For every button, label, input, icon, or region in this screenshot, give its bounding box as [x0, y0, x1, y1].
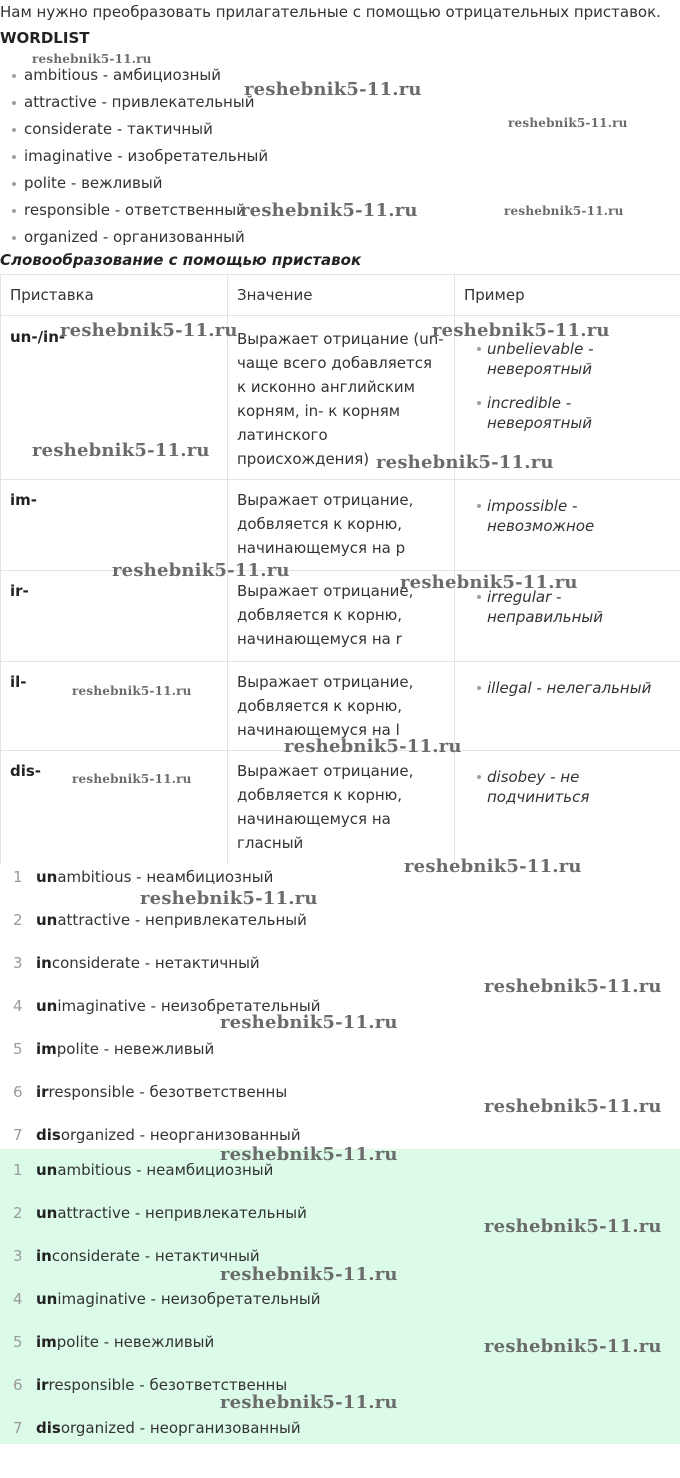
watermark: reshebnik5-11.ru — [484, 976, 662, 997]
watermark: reshebnik5-11.ru — [484, 1336, 662, 1357]
example-item: irregular - неправильный — [464, 587, 671, 627]
list-item: 5 impolite - невежливый — [13, 1333, 215, 1351]
watermark: reshebnik5-11.ru — [140, 888, 318, 909]
bullet-icon — [477, 401, 481, 405]
example-item: unbelievable - невероятный — [464, 339, 671, 379]
meaning-cell: Выражает отрицание, добвляется к корню, начинающемуся на гласный — [228, 751, 455, 864]
example-item: incredible - невероятный — [464, 393, 671, 433]
example-cell — [455, 662, 680, 751]
watermark: reshebnik5-11.ru — [240, 200, 418, 221]
bullet-icon — [12, 236, 16, 240]
list-item: 1 unambitious - неамбициозный — [13, 1161, 274, 1179]
list-item: 5 impolite - невежливый — [13, 1040, 215, 1058]
list-item: 2 unattractive - непривлекательный — [13, 1204, 307, 1222]
prefix-cell: im- — [1, 480, 228, 571]
watermark: reshebnik5-11.ru — [220, 1144, 398, 1165]
table-row — [1, 751, 680, 864]
bullet-icon — [12, 101, 16, 105]
list-item: 1 unambitious - неамбициозный — [13, 868, 274, 886]
table-header-cell: Значение — [228, 275, 455, 316]
table-row — [1, 571, 680, 662]
list-item: 4 unimaginative - неизобретательный — [13, 1290, 321, 1308]
watermark: reshebnik5-11.ru — [244, 79, 422, 100]
prefix-cell: dis- — [1, 751, 228, 864]
watermark: reshebnik5-11.ru — [508, 116, 628, 130]
bullet-icon — [12, 128, 16, 132]
wordlist-item: responsible - ответственный — [8, 197, 268, 224]
watermark: reshebnik5-11.ru — [112, 560, 290, 581]
bullet-icon — [477, 504, 481, 508]
list-item: 3 inconsiderate - нетактичный — [13, 1247, 260, 1265]
table-header-cell: Пример — [455, 275, 680, 316]
example-cell — [455, 480, 680, 571]
watermark: reshebnik5-11.ru — [484, 1216, 662, 1237]
watermark: reshebnik5-11.ru — [72, 684, 192, 698]
watermark: reshebnik5-11.ru — [32, 52, 152, 66]
watermark: reshebnik5-11.ru — [376, 452, 554, 473]
wordlist-title: WORDLIST — [0, 29, 90, 47]
watermark: reshebnik5-11.ru — [432, 320, 610, 341]
table-header-cell: Приставка — [1, 275, 228, 316]
example-cell — [455, 751, 680, 864]
meaning-cell: Выражает отрицание, добвляется к корню, начинающемуся на p — [228, 480, 455, 571]
list-item: 4 unimaginative - неизобретательный — [13, 997, 321, 1015]
watermark: reshebnik5-11.ru — [484, 1096, 662, 1117]
prefix-cell: un-/in- — [1, 316, 228, 480]
list-item: 7 disorganized - неорганизованный — [13, 1419, 301, 1437]
meaning-cell: Выражает отрицание, добвляется к корню, начинающемуся на l — [228, 662, 455, 751]
watermark: reshebnik5-11.ru — [504, 204, 624, 218]
intro-text: Нам нужно преобразовать прилагательные с помощью отрицательных приставок. — [0, 3, 661, 21]
bullet-icon — [477, 347, 481, 351]
list-item: 6 irresponsible - безответственны — [13, 1083, 288, 1101]
meaning-cell: Выражает отрицание, добвляется к корню, начинающемуся на r — [228, 571, 455, 662]
wordlist-item: imaginative - изобретательный — [8, 143, 268, 170]
watermark: reshebnik5-11.ru — [72, 772, 192, 786]
wordlist-item: polite - вежливый — [8, 170, 268, 197]
example-item: disobey - не подчиниться — [464, 767, 671, 807]
list-item: 3 inconsiderate - нетактичный — [13, 954, 260, 972]
example-item: impossible - невозможное — [464, 496, 671, 536]
bullet-icon — [12, 182, 16, 186]
wordlist-item: organized - организованный — [8, 224, 268, 251]
bullet-icon — [477, 595, 481, 599]
watermark: reshebnik5-11.ru — [220, 1012, 398, 1033]
bullet-icon — [477, 775, 481, 779]
table-header-row — [1, 275, 680, 316]
wordlist-item: considerate - тактичный — [8, 116, 268, 143]
watermark: reshebnik5-11.ru — [284, 736, 462, 757]
section-title: Словообразование с помощью приставок — [0, 251, 362, 269]
table-row — [1, 480, 680, 571]
bullet-icon — [477, 686, 481, 690]
watermark: reshebnik5-11.ru — [32, 440, 210, 461]
meaning-cell: Выражает отрицание (un- чаще всего добавляется к исконно английским корням, in- к корням латинского происхождения) — [228, 316, 455, 480]
watermark: reshebnik5-11.ru — [404, 856, 582, 877]
list-item: 7 disorganized - неорганизованный — [13, 1126, 301, 1144]
prefix-cell: il- — [1, 662, 228, 751]
list-item: 6 irresponsible - безответственны — [13, 1376, 288, 1394]
watermark: reshebnik5-11.ru — [220, 1392, 398, 1413]
example-item: illegal - нелегальный — [464, 678, 671, 698]
list-item: 2 unattractive - непривлекательный — [13, 911, 307, 929]
bullet-icon — [12, 155, 16, 159]
bullet-icon — [12, 74, 16, 78]
watermark: reshebnik5-11.ru — [400, 572, 578, 593]
wordlist — [8, 62, 268, 251]
watermark: reshebnik5-11.ru — [60, 320, 238, 341]
watermark: reshebnik5-11.ru — [220, 1264, 398, 1285]
bullet-icon — [12, 209, 16, 213]
wordlist-item: attractive - привлекательный — [8, 89, 268, 116]
prefix-cell: ir- — [1, 571, 228, 662]
wordlist-item: ambitious - амбициозный — [8, 62, 268, 89]
